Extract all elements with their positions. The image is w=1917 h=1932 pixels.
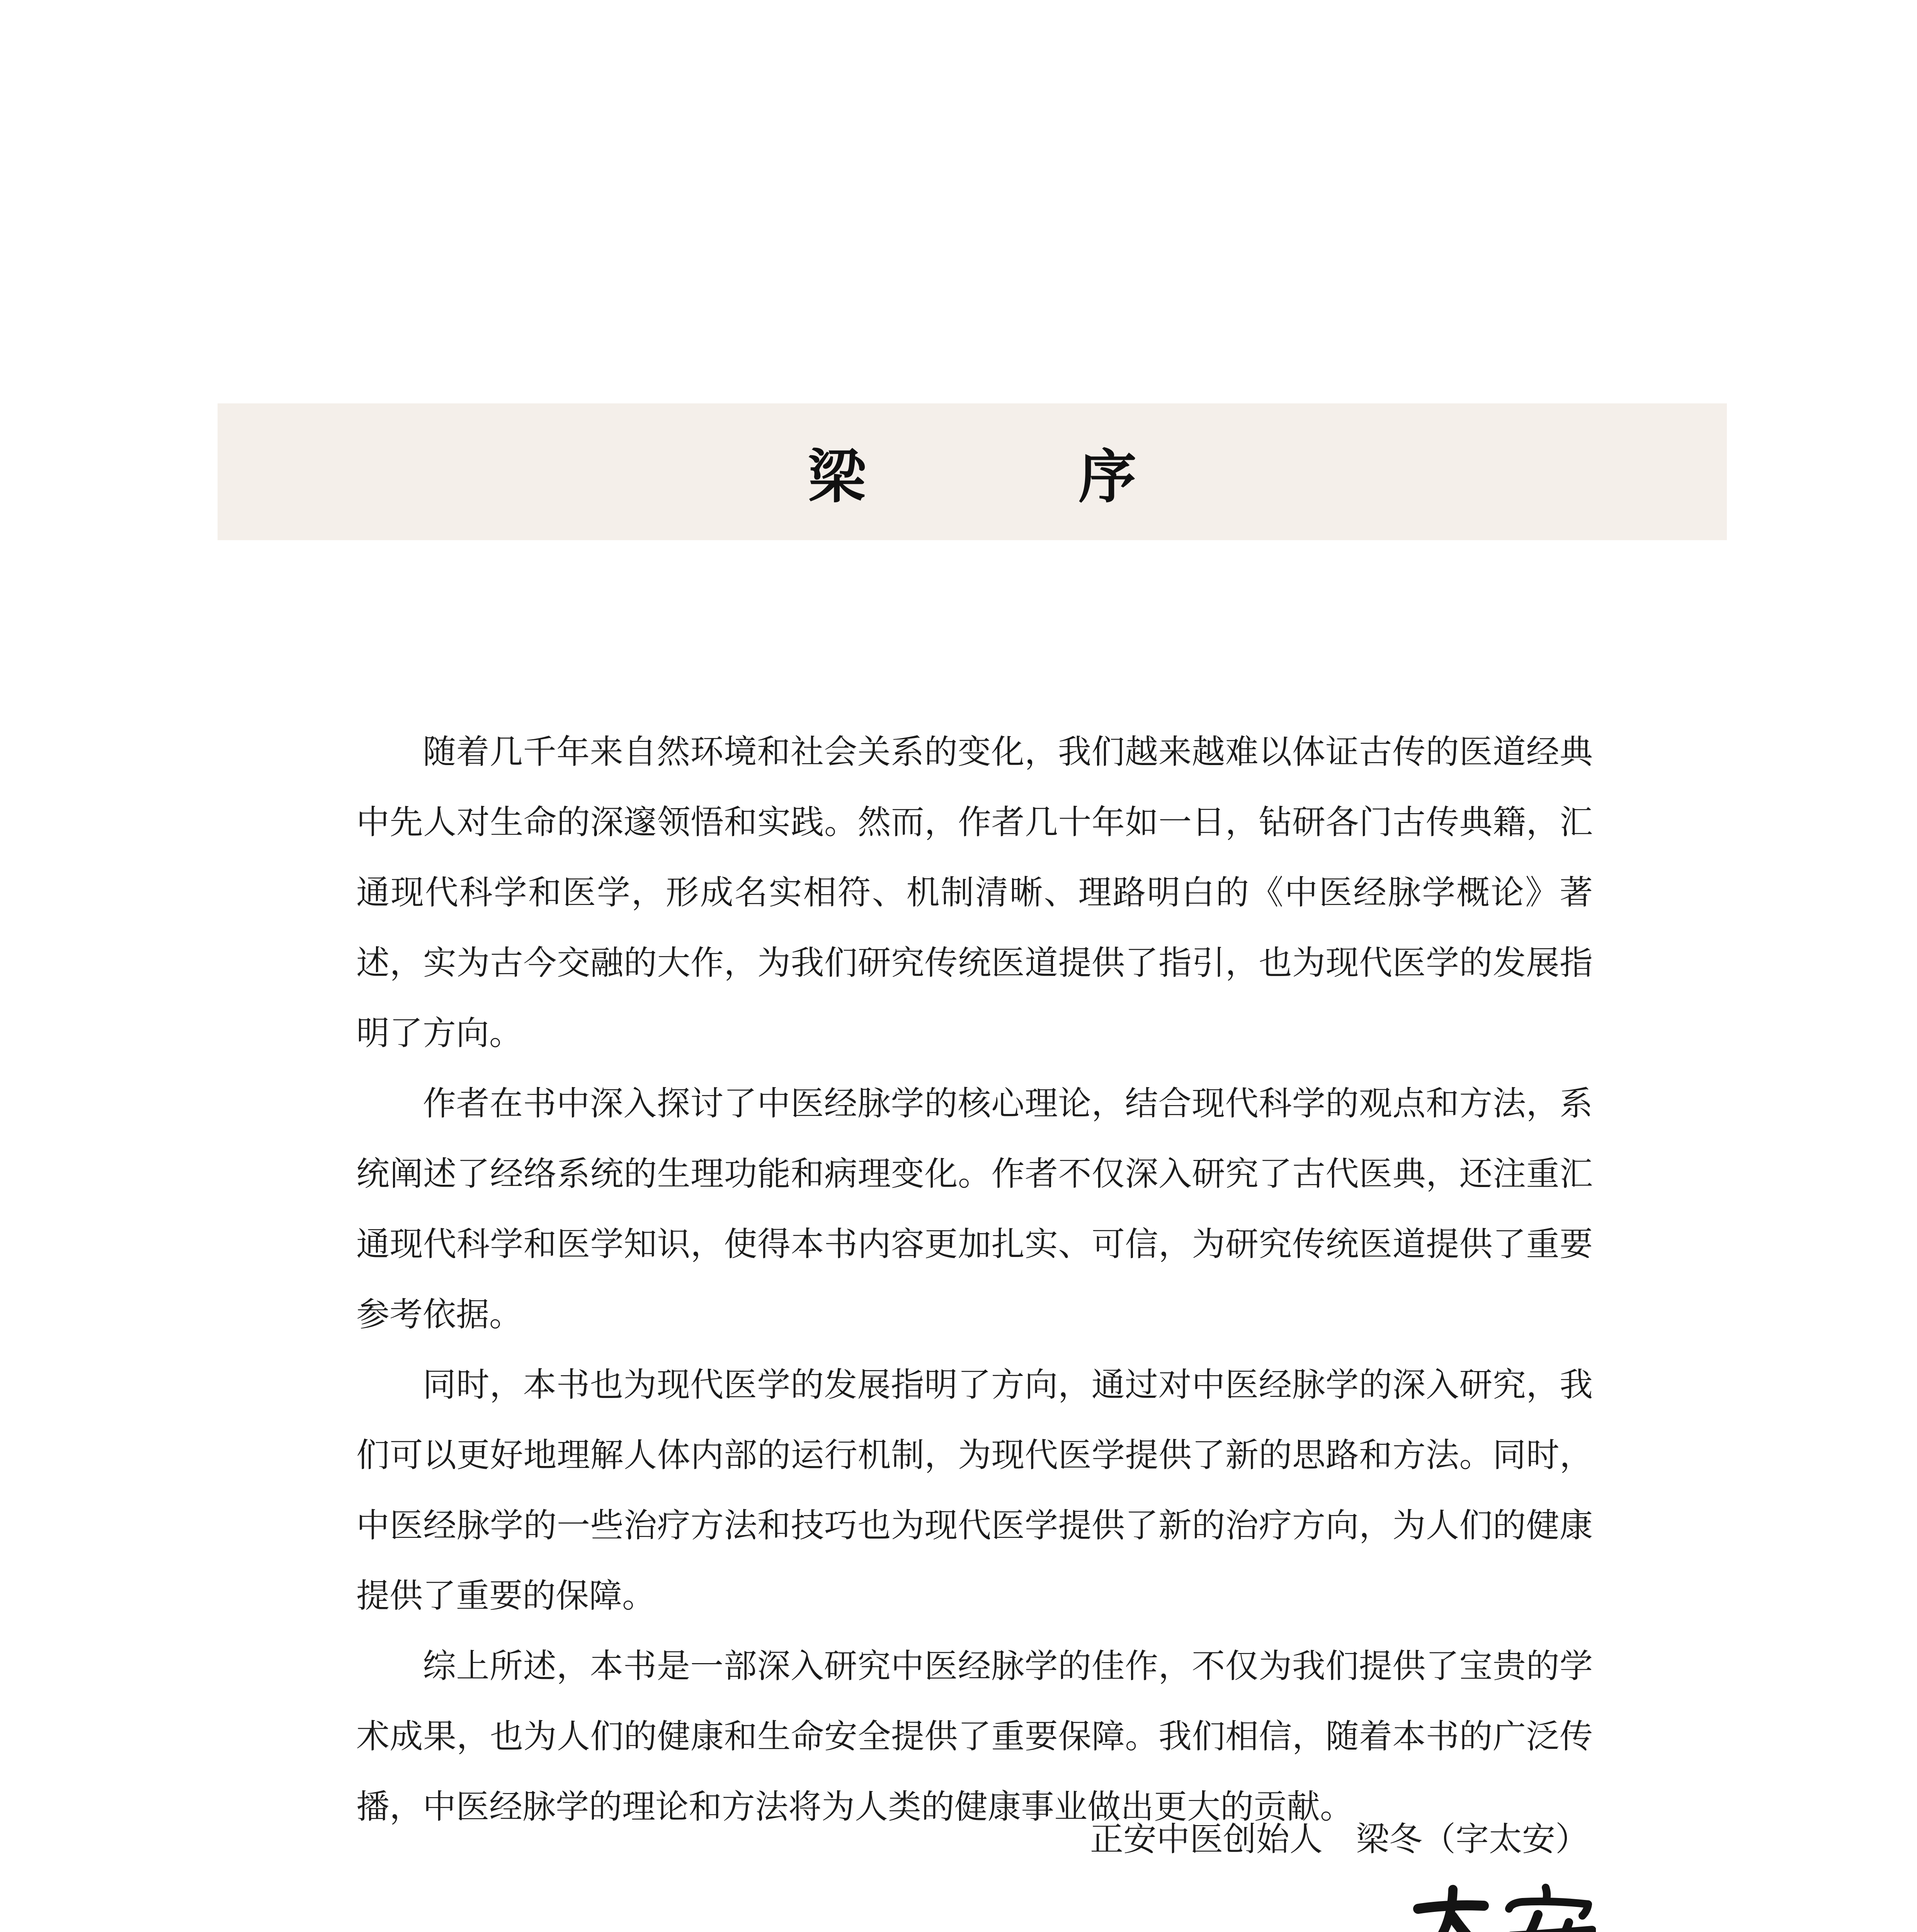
handwritten-signature — [1407, 1882, 1596, 1932]
title-banner — [218, 403, 1727, 540]
page-title: 梁 序 — [808, 443, 1214, 511]
paragraph: 综上所述，本书是一部深入研究中医经脉学的佳作，不仅为我们提供了宝贵的学术成果，也为人们的健康和生命安全提供了重要保障。我们相信，随着本书的广泛传播，中医经脉学的理论和方法将为人类的健康事业做出更大的贡献。 — [356, 1647, 1593, 1826]
preface-body — [356, 717, 1593, 1842]
author-signature-line: 正安中医创始人 梁冬（字太安） — [1090, 1820, 1589, 1859]
paragraph: 随着几千年来自然环境和社会关系的变化，我们越来越难以体证古传的医道经典中先人对生命的深邃领悟和实践。然而，作者几十年如一日，钻研各门古传典籍，汇通现代科学和医学，形成名实相符、机制清晰、理路明白的《中医经脉学概论》著述，实为古今交融的大作，为我们研究传统医道提供了指引，也为现代医学的发展指明了方向。 — [356, 733, 1593, 1053]
paragraph: 同时，本书也为现代医学的发展指明了方向，通过对中医经脉学的深入研究，我们可以更好地理解人体内部的运行机制，为现代医学提供了新的思路和方法。同时，中医经脉学的一些治疗方法和技巧也为现代医学提供了新的治疗方向，为人们的健康提供了重要的保障。 — [356, 1366, 1593, 1615]
paragraph: 作者在书中深入探讨了中医经脉学的核心理论，结合现代科学的观点和方法，系统阐述了经络系统的生理功能和病理变化。作者不仅深入研究了古代医典，还注重汇通现代科学和医学知识，使得本书内容更加扎实、可信，为研究传统医道提供了重要参考依据。 — [356, 1084, 1593, 1334]
